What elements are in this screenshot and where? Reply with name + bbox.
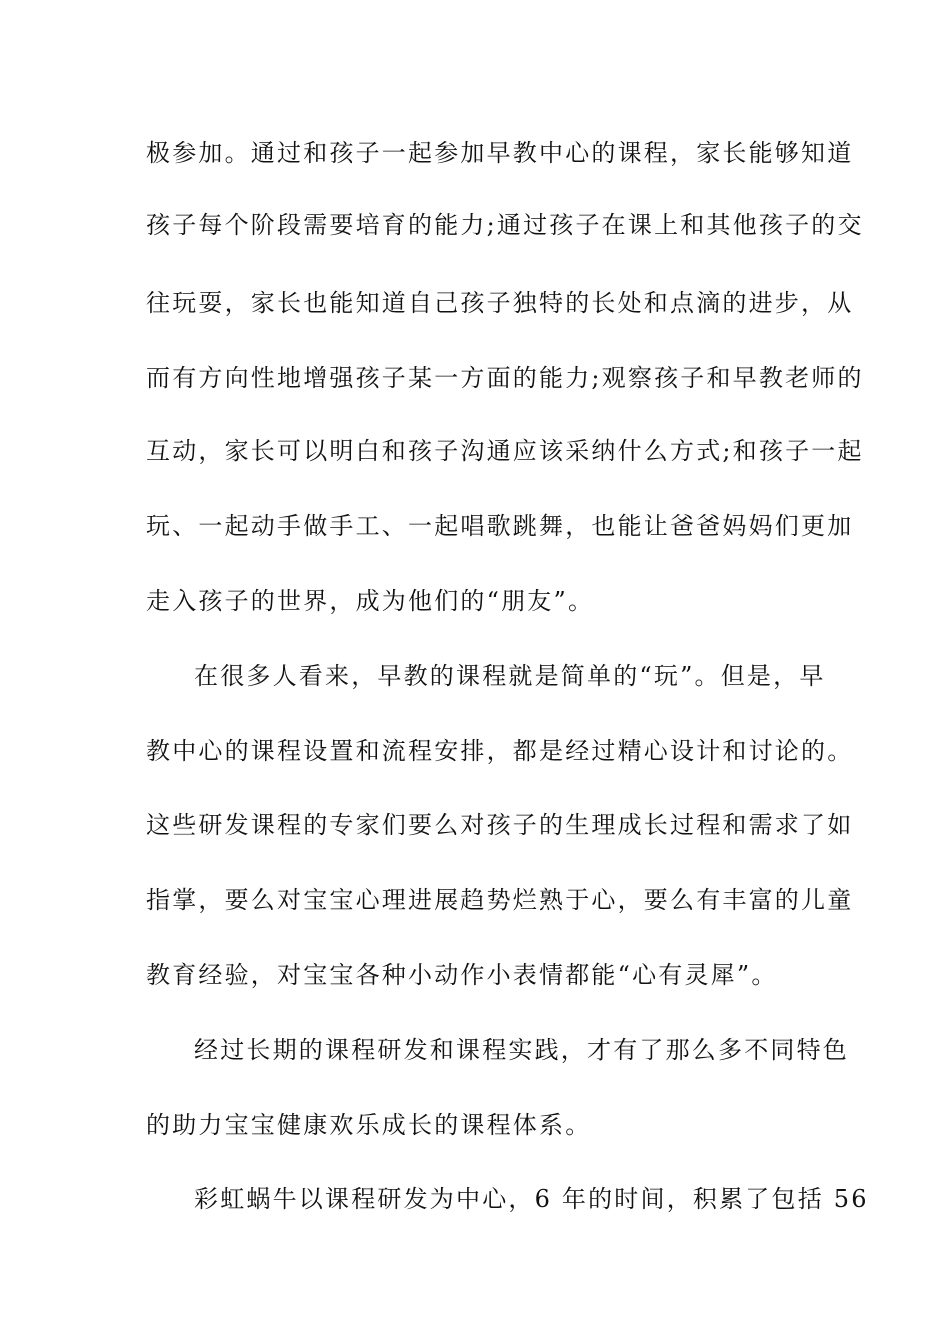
paragraph-1-line-2: 孩子每个阶段需要培育的能力;通过孩子在课上和其他孩子的交 [146,211,864,239]
paragraph-1-line-5: 互动，家长可以明白和孩子沟通应该采纳什么方式;和孩子一起 [146,437,864,465]
paragraph-2-line-1: 在很多人看来，早教的课程就是简单的“玩”。但是，早 [194,662,826,690]
paragraph-3-line-1: 经过长期的课程研发和课程实践，才有了那么多不同特色 [194,1036,849,1064]
paragraph-2-line-3: 这些研发课程的专家们要么对孩子的生理成长过程和需求了如 [146,811,854,839]
paragraph-2-line-5: 教育经验，对宝宝各种小动作小表情都能“心有灵犀”。 [146,961,778,989]
paragraph-1-line-6: 玩、一起动手做手工、一起唱歌跳舞，也能让爸爸妈妈们更加 [146,512,854,540]
paragraph-4-line-1: 彩虹蜗牛以课程研发为中心，6 年的时间，积累了包括 56 [194,1185,869,1213]
paragraph-1-line-1: 极参加。通过和孩子一起参加早教中心的课程，家长能够知道 [146,139,854,167]
paragraph-1-line-3: 往玩耍，家长也能知道自己孩子独特的长处和点滴的进步，从 [146,289,854,317]
paragraph-2-line-4: 指掌，要么对宝宝心理进展趋势烂熟于心，要么有丰富的儿童 [146,886,854,914]
paragraph-2-line-2: 教中心的课程设置和流程安排，都是经过精心设计和讨论的。 [146,737,854,765]
paragraph-3-line-2: 的助力宝宝健康欢乐成长的课程体系。 [146,1111,592,1139]
paragraph-1-line-7: 走入孩子的世界，成为他们的“朋友”。 [146,587,595,615]
paragraph-1-line-4: 而有方向性地增强孩子某一方面的能力;观察孩子和早教老师的 [146,364,864,392]
